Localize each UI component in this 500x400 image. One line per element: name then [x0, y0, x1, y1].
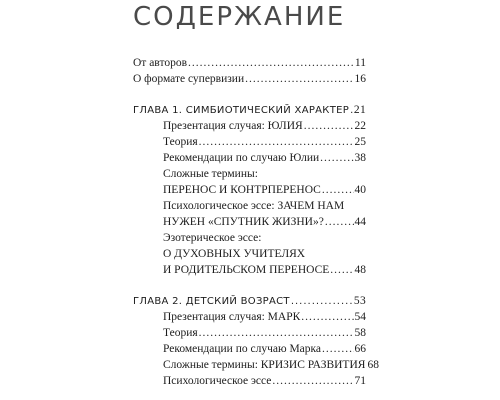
toc-entry-title: Психологическое эссе	[163, 375, 272, 387]
toc-entry-title: Рекомендации по случаю Марка	[163, 343, 322, 355]
dot-leader	[245, 71, 353, 87]
toc-entry-title: НУЖЕН «СПУТНИК ЖИЗНИ»?	[163, 216, 324, 228]
toc-entry[interactable]	[163, 357, 379, 373]
dot-leader	[322, 182, 354, 198]
toc-entry[interactable]	[163, 325, 366, 341]
toc-entry-page: 22	[354, 120, 366, 132]
toc-entry-title: Сложные термины: КРИЗИС РАЗВИТИЯ	[163, 359, 366, 371]
toc-entry-prefix: Сложные термины:	[163, 168, 258, 180]
chapter-title: ГЛАВА 2. ДЕТСКИЙ ВОЗРАСТ	[133, 296, 290, 307]
toc-entry-prefix: О ДУХОВНЫХ УЧИТЕЛЯХ	[163, 248, 306, 260]
dot-leader	[330, 262, 353, 278]
dot-leader	[325, 214, 354, 230]
toc-entry-supervision-format[interactable]	[133, 71, 366, 87]
dot-leader	[272, 373, 353, 389]
toc-entry-title: Теория	[163, 327, 198, 339]
toc-entry-page: 38	[354, 152, 366, 164]
chapter-page: 21	[353, 104, 366, 116]
dot-leader	[350, 103, 353, 119]
toc-entry-page: 71	[354, 375, 366, 387]
toc-entry-page: 16	[354, 73, 366, 85]
dot-leader	[199, 134, 354, 150]
dot-leader	[322, 341, 353, 357]
chapter-page: 53	[353, 295, 366, 307]
toc-entry-page: 40	[354, 184, 366, 196]
chapter-title: ГЛАВА 1. СИМБИОТИЧЕСКИЙ ХАРАКТЕР	[133, 105, 350, 116]
toc-entry[interactable]	[163, 262, 366, 278]
page-title: СОДЕРЖАНИЕ	[133, 2, 346, 32]
toc-entry-title: ПЕРЕНОС И КОНТРПЕРЕНОС	[163, 184, 321, 196]
toc-entry-from-authors[interactable]	[133, 55, 366, 71]
dot-leader	[320, 150, 353, 166]
toc-entry-title: Теория	[163, 136, 198, 148]
toc-entry[interactable]	[163, 373, 366, 389]
toc-entry[interactable]	[163, 134, 366, 150]
toc-entry-page: 68	[367, 359, 379, 371]
toc-entry[interactable]	[163, 341, 366, 357]
toc-chapter-1[interactable]	[133, 102, 366, 118]
toc-entry-prefix: Психологическое эссе: ЗАЧЕМ НАМ	[163, 200, 345, 212]
dot-leader	[301, 309, 353, 325]
toc-entry[interactable]	[163, 182, 366, 198]
dot-leader	[188, 55, 354, 71]
toc-entry-title: О формате супервизии	[133, 73, 245, 85]
dot-leader	[199, 325, 354, 341]
toc-entry-page: 66	[354, 343, 366, 355]
toc-entry-page: 58	[354, 327, 366, 339]
toc-entry-title: И РОДИТЕЛЬСКОМ ПЕРЕНОСЕ	[163, 264, 330, 276]
dot-leader	[304, 118, 354, 134]
toc-entry[interactable]	[163, 150, 366, 166]
toc-entry-page: 44	[354, 216, 366, 228]
toc-entry-page: 25	[354, 136, 366, 148]
toc-entry-prefix: Эзотерическое эссе:	[163, 232, 262, 244]
toc-chapter-2[interactable]	[133, 293, 366, 309]
toc-entry-title: Презентация случая: МАРК	[163, 311, 301, 323]
dot-leader	[291, 294, 353, 310]
toc-entry-title: Презентация случая: ЮЛИЯ	[163, 120, 303, 132]
toc-entry[interactable]	[163, 118, 366, 134]
toc-entry[interactable]	[163, 309, 366, 325]
toc-entry-page: 54	[354, 311, 366, 323]
toc-entry[interactable]	[163, 214, 366, 230]
toc-entry-title: Рекомендации по случаю Юлии	[163, 152, 320, 164]
toc-entry-title: От авторов	[133, 57, 188, 69]
toc-entry-page: 48	[354, 264, 366, 276]
toc-entry-page: 11	[354, 57, 366, 69]
